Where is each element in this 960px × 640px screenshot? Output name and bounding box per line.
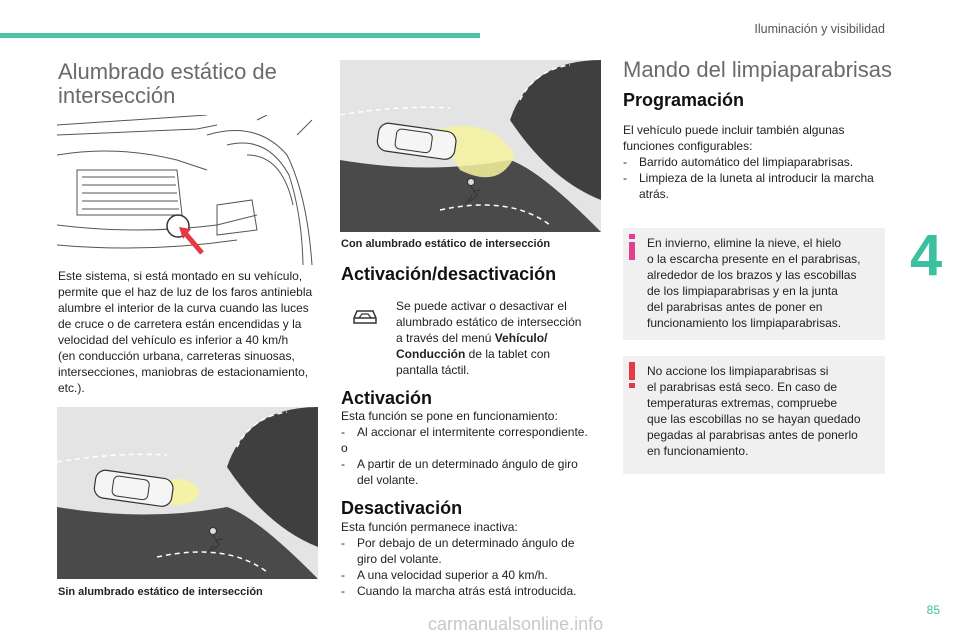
off-title: Desactivación <box>341 498 463 518</box>
on-title: Activación <box>341 388 433 408</box>
left-title-line2: intersección <box>58 83 176 108</box>
left-title <box>58 60 277 108</box>
right-title: Mando del limpiaparabrisas <box>623 57 893 82</box>
menu-vehicle: Vehículo/ <box>494 331 548 345</box>
header-accent-bar <box>0 33 480 38</box>
watermark: carmanualsonline.info <box>428 614 604 634</box>
figure-with-cornering-light <box>340 60 601 232</box>
caption-with: Con alumbrado estático de intersección <box>341 238 551 250</box>
warning-icon <box>627 362 637 388</box>
page-number: 85 <box>926 603 940 617</box>
activation-text: Se puede activar o desactivar el alumbrado estático de intersección a través del menú Vehículo/ Conducción de la tablet con pantalla táctil. <box>396 299 582 377</box>
on-text: Esta función se pone en funcionamiento: - Al accionar el intermitente correspondiente. o - A partir de un determinado ángulo de giro del volante. <box>341 408 606 488</box>
caption-without: Sin alumbrado estático de intersección <box>58 586 263 598</box>
warning-box: No accione los limpiaparabrisas si el parabrisas está seco. En caso de temperaturas extremas, compruebe que las escobillas no se hayan quedado pegadas al parabrisas antes de ponerlo en funcionamiento. <box>623 356 885 474</box>
menu-driving: Conducción <box>396 347 466 361</box>
pointer-arrow-icon <box>185 233 202 253</box>
section-header: Iluminación y visibilidad <box>754 22 885 36</box>
left-intro-text: Este sistema, si está montado en su vehículo, permite que el haz de luz de los faros antiniebla alumbre el interior de la curva cuando las luces de cruce o de carretera están encendidas y la velocidad del vehículo es inferior a 40 km/h (en conducción urbana, carreteras sinuosas, intersecciones, maniobras de estacionamiento, etc.). <box>58 269 313 395</box>
activation-title: Activación/desactivación <box>341 264 557 284</box>
figure-without-cornering-light <box>57 407 318 579</box>
prog-title: Programación <box>623 90 745 110</box>
info-icon <box>627 234 637 260</box>
off-text: Esta función permanece inactiva: - Por debajo de un determinado ángulo de giro del volante. - A una velocidad superior a 40 km/h. - Cuando la marcha atrás está introducida. <box>341 519 606 599</box>
fog-lamp-illustration <box>57 115 319 265</box>
info-box: En invierno, elimine la nieve, el hielo o la escarcha presente en el parabrisas, alrededor de los brazos y las escobillas de los limpiaparabrisas y en la junta del parabrisas antes de poner en funcionamiento los limpiaparabrisas. <box>623 228 885 340</box>
left-title-line1: Alumbrado estático de <box>58 59 277 84</box>
chapter-number: 4 <box>910 223 943 288</box>
car-settings-icon <box>350 306 380 326</box>
prog-text: El vehículo puede incluir también algunas funciones configurables: - Barrido automático del limpiaparabrisas. - Limpieza de la luneta al introducir la marcha atrás. <box>623 122 893 202</box>
